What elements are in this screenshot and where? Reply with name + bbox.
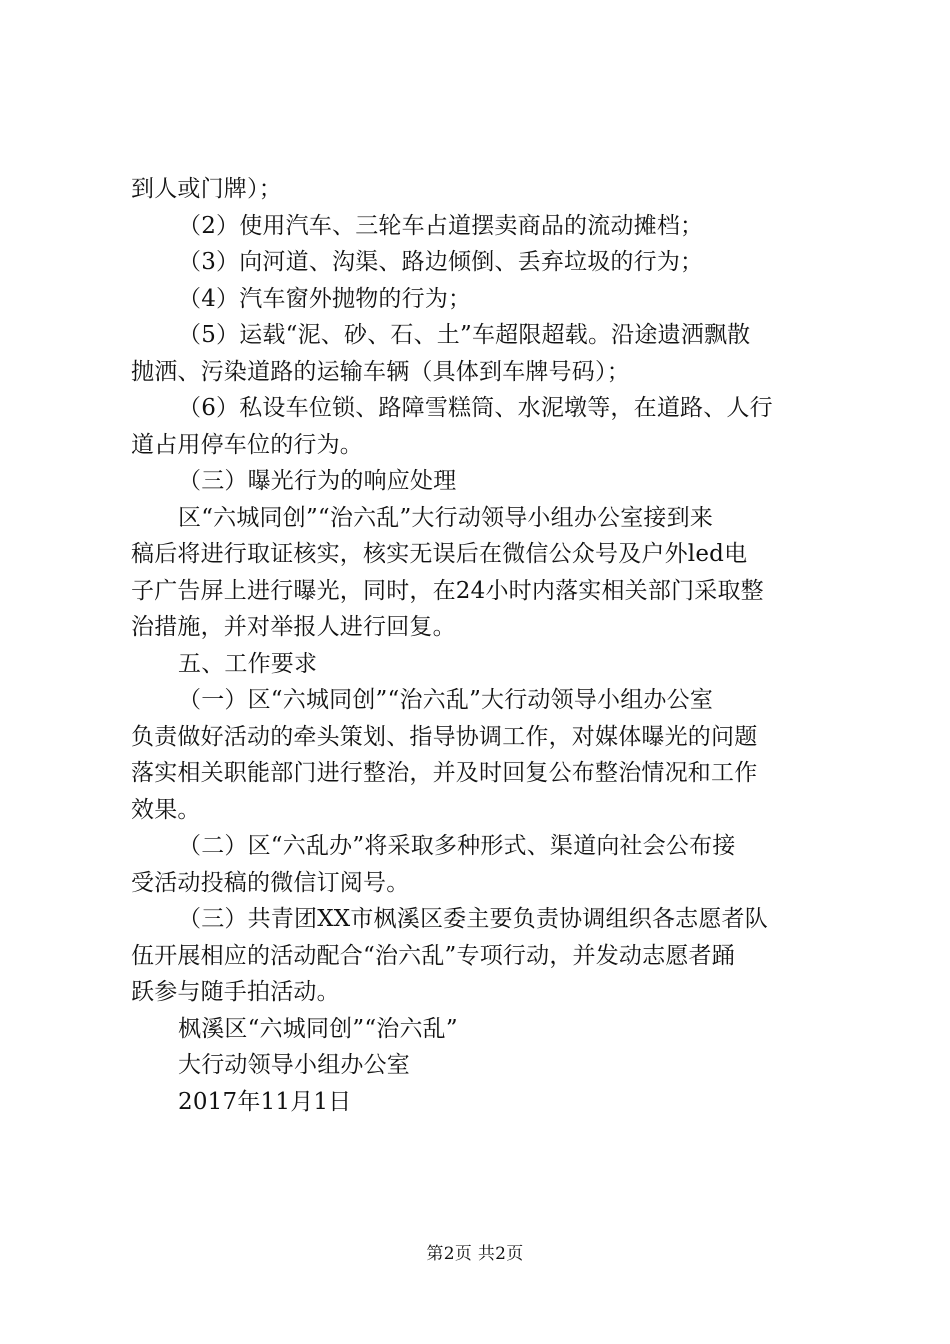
text-line: （5）运载“泥、砂、石、土”车超限超载。沿途遗洒飘散 (178, 322, 751, 348)
text-line: 跃参与随手拍活动。 (131, 979, 340, 1005)
text-line: 受活动投稿的微信订阅号。 (131, 869, 410, 896)
text-line: （2）使用汽车、三轮车占道摆卖商品的流动摊档； (178, 212, 704, 239)
text-line: （3）向河道、沟渠、路边倾倒、丢弃垃圾的行为； (178, 249, 704, 275)
text-line: 到人或门牌）； (131, 176, 282, 202)
text-line: 伍开展相应的活动配合“治六乱”专项行动，并发动志愿者踊 (131, 942, 735, 969)
text-line: 稿后将进行取证核实，核实无误后在微信公众号及户外led电 (131, 541, 748, 567)
text-line: （三）共青团XX市枫溪区委主要负责协调组织各志愿者队 (178, 906, 768, 932)
text-line: （二）区“六乱办”将采取多种形式、渠道向社会公布接 (178, 833, 736, 859)
text-line: （6）私设车位锁、路障雪糕筒、水泥墩等，在道路、人行 (178, 395, 773, 421)
text-line: 落实相关职能部门进行整治，并及时回复公布整治情况和工作 (131, 760, 758, 786)
document-body (131, 171, 831, 1120)
text-line: （一）区“六城同创”“治六乱”大行动领导小组办公室 (178, 687, 714, 713)
text-line: 负责做好活动的牵头策划、指导协调工作，对媒体曝光的问题 (131, 723, 758, 750)
text-line: 子广告屏上进行曝光，同时，在24小时内落实相关部门采取整 (131, 577, 764, 604)
text-line: 治措施，并对举报人进行回复。 (131, 614, 456, 640)
signature-office: 大行动领导小组办公室 (178, 1052, 410, 1078)
signature-date: 2017年11月1日 (178, 1088, 352, 1115)
text-line: （4）汽车窗外抛物的行为； (178, 285, 472, 312)
text-line: 效果。 (131, 796, 201, 823)
text-line: 道占用停车位的行为。 (131, 431, 363, 458)
signature-org: 枫溪区“六城同创”“治六乱” (178, 1015, 458, 1042)
section-heading: （三）曝光行为的响应处理 (178, 468, 457, 494)
text-line: 抛洒、污染道路的运输车辆（具体到车牌号码）； (131, 358, 630, 385)
text-line: 区“六城同创”“治六乱”大行动领导小组办公室接到来 (178, 504, 714, 531)
page-footer: 第2页 共2页 (426, 1244, 524, 1264)
section-heading: 五、工作要求 (178, 650, 318, 677)
